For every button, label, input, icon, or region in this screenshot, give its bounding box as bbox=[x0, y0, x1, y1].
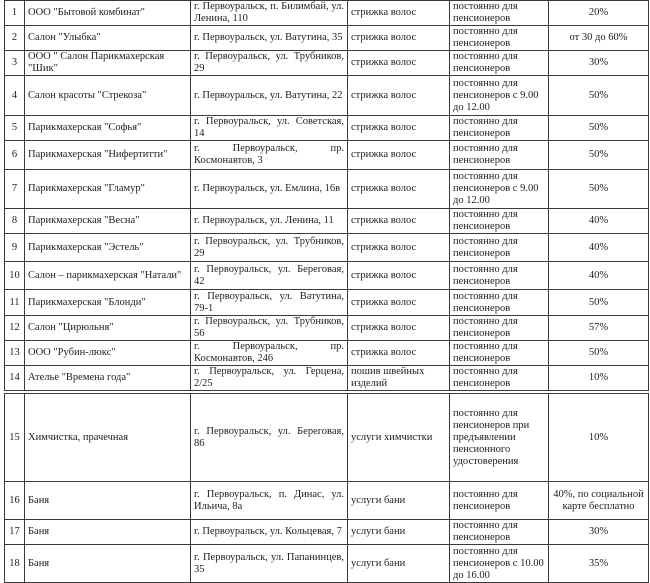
service-type: стрижка волос bbox=[348, 26, 450, 51]
table-row bbox=[5, 341, 649, 366]
discount-value: 30% bbox=[549, 520, 649, 545]
organization-name: Ателье "Времена года" bbox=[25, 366, 191, 391]
discount-value: 50% bbox=[549, 141, 649, 170]
row-number: 1 bbox=[5, 1, 25, 26]
discount-terms: постоянно для пенсионеров bbox=[450, 482, 549, 520]
row-number: 8 bbox=[5, 209, 25, 234]
address: г. Первоуральск, ул. Герцена, 2/25 bbox=[191, 366, 348, 391]
address: г. Первоуральск, ул. Ленина, 11 bbox=[191, 209, 348, 234]
row-number: 4 bbox=[5, 76, 25, 116]
organization-name: Парикмахерская "Гламур" bbox=[25, 170, 191, 209]
service-type: стрижка волос bbox=[348, 51, 450, 76]
service-type: пошив швейных изделий bbox=[348, 366, 450, 391]
discount-terms: постоянно для пенсионеров bbox=[450, 209, 549, 234]
row-number: 9 bbox=[5, 234, 25, 262]
row-number: 10 bbox=[5, 262, 25, 290]
table-row bbox=[5, 76, 649, 116]
organization-name: Салон "Улыбка" bbox=[25, 26, 191, 51]
address: г. Первоуральск, ул. Ватутина, 79-1 bbox=[191, 290, 348, 316]
row-number: 13 bbox=[5, 341, 25, 366]
organization-name: Парикмахерская "Нифертитти" bbox=[25, 141, 191, 170]
discount-terms: постоянно для пенсионеров при предъявлении пенсионного удостоверения bbox=[450, 394, 549, 482]
discount-value: 40% bbox=[549, 209, 649, 234]
organization-name: Парикмахерская "Софья" bbox=[25, 116, 191, 141]
address: г. Первоуральск, ул. Трубников, 29 bbox=[191, 234, 348, 262]
address: г. Первоуральск, ул. Кольцевая, 7 bbox=[191, 520, 348, 545]
table-row bbox=[5, 209, 649, 234]
row-number: 2 bbox=[5, 26, 25, 51]
address: г. Первоуральск, ул. Трубников, 29 bbox=[191, 51, 348, 76]
discount-terms: постоянно для пенсионеров bbox=[450, 262, 549, 290]
discount-value: 10% bbox=[549, 366, 649, 391]
organization-name: Парикмахерская "Весна" bbox=[25, 209, 191, 234]
service-type: стрижка волос bbox=[348, 1, 450, 26]
organization-name: Парикмахерская "Блонди" bbox=[25, 290, 191, 316]
service-type: стрижка волос bbox=[348, 341, 450, 366]
service-type: стрижка волос bbox=[348, 262, 450, 290]
discount-value: 50% bbox=[549, 76, 649, 116]
organization-name: Баня bbox=[25, 545, 191, 583]
row-number: 12 bbox=[5, 316, 25, 341]
address: г. Первоуральск, ул. Береговая, 86 bbox=[191, 394, 348, 482]
service-type: стрижка волос bbox=[348, 141, 450, 170]
organization-name: ООО "Рубин-люкс" bbox=[25, 341, 191, 366]
discount-value: 50% bbox=[549, 116, 649, 141]
discount-terms: постоянно для пенсионеров с 10.00 до 16.00 bbox=[450, 545, 549, 583]
address: г. Первоуральск, ул. Береговая, 42 bbox=[191, 262, 348, 290]
discount-value: 35% bbox=[549, 545, 649, 583]
address: г. Первоуральск, ул. Советская, 14 bbox=[191, 116, 348, 141]
table-row bbox=[5, 366, 649, 391]
row-number: 17 bbox=[5, 520, 25, 545]
row-number: 15 bbox=[5, 394, 25, 482]
table-row bbox=[5, 545, 649, 583]
table-row bbox=[5, 234, 649, 262]
service-type: услуги бани bbox=[348, 545, 450, 583]
table-row bbox=[5, 394, 649, 482]
service-type: стрижка волос bbox=[348, 116, 450, 141]
table-row bbox=[5, 141, 649, 170]
table-row bbox=[5, 482, 649, 520]
service-type: стрижка волос bbox=[348, 316, 450, 341]
discount-terms: постоянно для пенсионеров bbox=[450, 51, 549, 76]
discount-value: 50% bbox=[549, 341, 649, 366]
row-number: 3 bbox=[5, 51, 25, 76]
discount-terms: постоянно для пенсионеров bbox=[450, 26, 549, 51]
discount-terms: постоянно для пенсионеров bbox=[450, 234, 549, 262]
table-row bbox=[5, 116, 649, 141]
organization-name: Баня bbox=[25, 482, 191, 520]
row-number: 14 bbox=[5, 366, 25, 391]
address: г. Первоуральск, п. Динас, ул. Ильича, 8а bbox=[191, 482, 348, 520]
address: г. Первоуральск, ул. Ватутина, 22 bbox=[191, 76, 348, 116]
service-type: услуги бани bbox=[348, 482, 450, 520]
address: г. Первоуральск, ул. Ватутина, 35 bbox=[191, 26, 348, 51]
address: г. Первоуральск, ул. Трубников, 56 bbox=[191, 316, 348, 341]
table-row bbox=[5, 290, 649, 316]
service-type: стрижка волос bbox=[348, 76, 450, 116]
organization-name: Парикмахерская "Эстель" bbox=[25, 234, 191, 262]
discount-terms: постоянно для пенсионеров bbox=[450, 116, 549, 141]
discount-value: 50% bbox=[549, 170, 649, 209]
discount-value: 20% bbox=[549, 1, 649, 26]
address: г. Первоуральск, ул. Емлина, 16в bbox=[191, 170, 348, 209]
address: г. Первоуральск, ул. Папанинцев, 35 bbox=[191, 545, 348, 583]
discount-value: 40% bbox=[549, 234, 649, 262]
discount-value: 40%, по социальной карте бесплатно bbox=[549, 482, 649, 520]
discount-terms: постоянно для пенсионеров bbox=[450, 1, 549, 26]
discount-terms: постоянно для пенсионеров с 9.00 до 12.00 bbox=[450, 170, 549, 209]
organization-name: Салон – парикмахерская "Натали" bbox=[25, 262, 191, 290]
service-type: услуги бани bbox=[348, 520, 450, 545]
organization-name: Салон красоты "Стрекоза" bbox=[25, 76, 191, 116]
table-row bbox=[5, 51, 649, 76]
address: г. Первоуральск, п. Билимбай, ул. Ленина, 110 bbox=[191, 1, 348, 26]
organization-name: Баня bbox=[25, 520, 191, 545]
service-type: стрижка волос bbox=[348, 170, 450, 209]
row-number: 6 bbox=[5, 141, 25, 170]
table-row bbox=[5, 170, 649, 209]
discount-terms: постоянно для пенсионеров bbox=[450, 316, 549, 341]
discount-value: от 30 до 60% bbox=[549, 26, 649, 51]
table-row bbox=[5, 1, 649, 26]
discount-value: 50% bbox=[549, 290, 649, 316]
discount-table-part-2 bbox=[4, 393, 649, 583]
organization-name: ООО " Салон Парикмахерская "Шик" bbox=[25, 51, 191, 76]
table-row bbox=[5, 26, 649, 51]
row-number: 18 bbox=[5, 545, 25, 583]
discount-terms: постоянно для пенсионеров bbox=[450, 366, 549, 391]
discount-terms: постоянно для пенсионеров bbox=[450, 520, 549, 545]
table-row bbox=[5, 520, 649, 545]
service-type: стрижка волос bbox=[348, 209, 450, 234]
table-row bbox=[5, 262, 649, 290]
service-type: услуги химчистки bbox=[348, 394, 450, 482]
row-number: 16 bbox=[5, 482, 25, 520]
row-number: 11 bbox=[5, 290, 25, 316]
organization-name: ООО "Бытовой комбинат" bbox=[25, 1, 191, 26]
organization-name: Химчистка, прачечная bbox=[25, 394, 191, 482]
discount-value: 10% bbox=[549, 394, 649, 482]
table-row bbox=[5, 316, 649, 341]
address: г. Первоуральск, пр. Космонавтов, 246 bbox=[191, 341, 348, 366]
service-type: стрижка волос bbox=[348, 290, 450, 316]
discount-terms: постоянно для пенсионеров bbox=[450, 341, 549, 366]
discount-value: 57% bbox=[549, 316, 649, 341]
address: г. Первоуральск, пр. Космонавтов, 3 bbox=[191, 141, 348, 170]
discount-table-part-1 bbox=[4, 0, 649, 391]
row-number: 5 bbox=[5, 116, 25, 141]
discount-value: 30% bbox=[549, 51, 649, 76]
discount-terms: постоянно для пенсионеров с 9.00 до 12.00 bbox=[450, 76, 549, 116]
discount-terms: постоянно для пенсионеров bbox=[450, 290, 549, 316]
organization-name: Салон "Цирюльня" bbox=[25, 316, 191, 341]
discount-value: 40% bbox=[549, 262, 649, 290]
discount-terms: постоянно для пенсионеров bbox=[450, 141, 549, 170]
row-number: 7 bbox=[5, 170, 25, 209]
service-type: стрижка волос bbox=[348, 234, 450, 262]
